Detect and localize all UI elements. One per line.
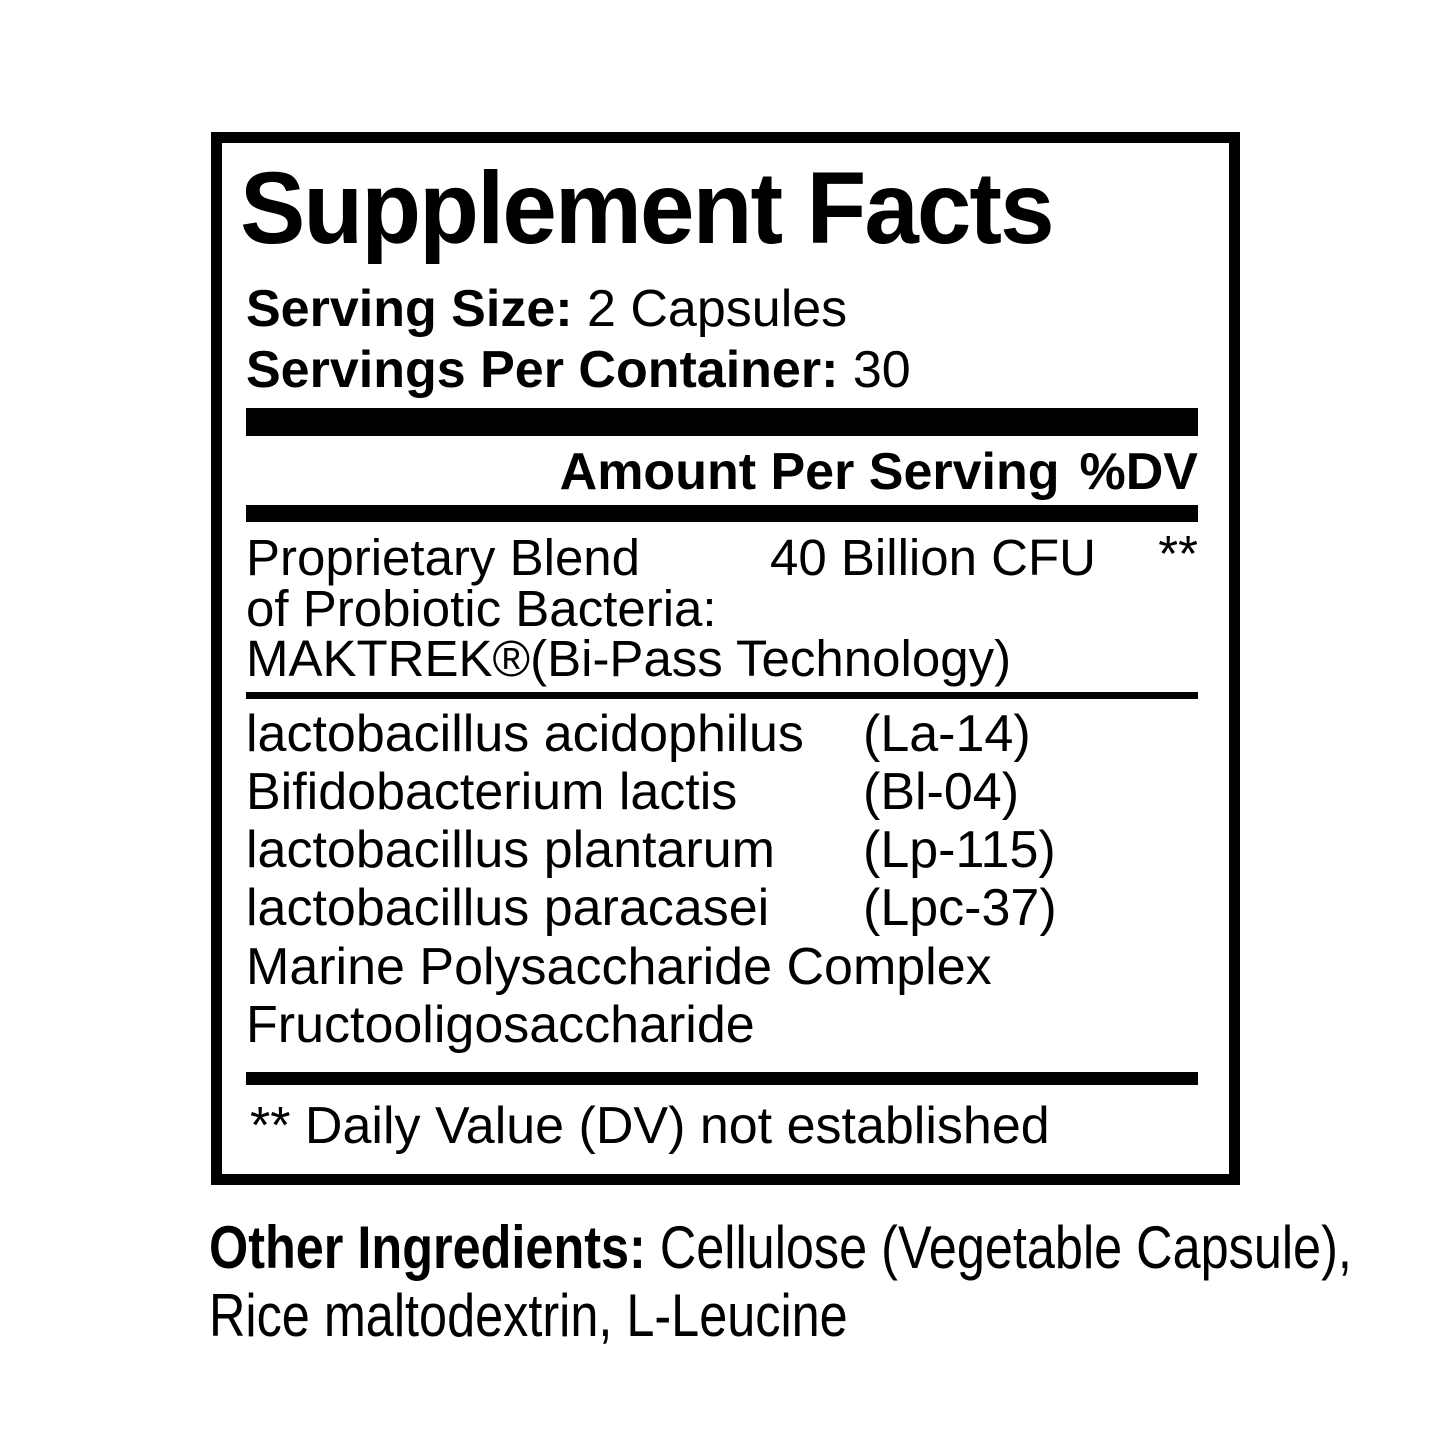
ingredient-strain-code: (Lpc-37) [863,879,1057,937]
panel-title: Supplement Facts [240,151,1053,265]
thin-divider-blend [246,692,1198,699]
other-ingredients-label: Other Ingredients: [209,1214,646,1281]
blend-name-line2: of Probiotic Bacteria: [246,580,717,637]
ingredient-strain-code: (Lp-115) [863,821,1056,879]
servings-per-container-value: 30 [852,341,911,399]
thick-divider-header [246,505,1198,522]
spacer [573,280,587,338]
spacer [838,341,852,399]
serving-size-value: 2 Capsules [587,280,848,338]
ingredient-name: lactobacillus paracasei [246,879,770,937]
ingredient-row [246,879,1198,937]
serving-size-label: Serving Size: [246,280,573,338]
ingredient-strain-code: (La-14) [863,705,1031,763]
servings-per-container-row [246,341,911,399]
blend-row [246,525,1198,586]
serving-size-row [246,280,848,338]
ingredient-name: Fructooligosaccharide [246,996,755,1054]
ingredient-name: Marine Polysaccharide Complex [246,938,992,996]
blend-name-line1: Proprietary Blend [246,529,641,586]
ingredient-name: lactobacillus plantarum [246,821,775,879]
blend-name-line3: MAKTREK®(Bi-Pass Technology) [246,630,1012,687]
percent-dv-header: %DV [1079,443,1198,501]
ingredient-row [246,821,1198,879]
dv-footnote: ** Daily Value (DV) not established [250,1097,1050,1155]
column-header-row [246,443,1198,501]
ingredient-strain-code: (Bl-04) [863,763,1020,821]
ingredient-row [246,763,1198,821]
thick-divider-bottom [246,1072,1198,1085]
other-ingredients-value-line1: Cellulose (Vegetable Capsule), [659,1214,1352,1281]
blend-amount: 40 Billion CFU [770,529,1096,586]
blend-dv-value: ** [1158,525,1198,582]
other-ingredients-line2: Rice maltodextrin, L-Leucine [209,1282,848,1349]
spacer [646,1214,660,1281]
ingredient-name: lactobacillus acidophilus [246,705,804,763]
ingredient-row [246,996,1198,1054]
servings-per-container-label: Servings Per Container: [246,341,839,399]
other-ingredients-line1 [209,1214,1352,1281]
ingredient-row [246,938,1198,996]
ingredient-row [246,705,1198,763]
ingredient-name: Bifidobacterium lactis [246,763,738,821]
amount-per-serving-header: Amount Per Serving [559,443,1060,501]
supplement-facts-panel [211,132,1240,1185]
thick-divider-top [246,408,1198,436]
